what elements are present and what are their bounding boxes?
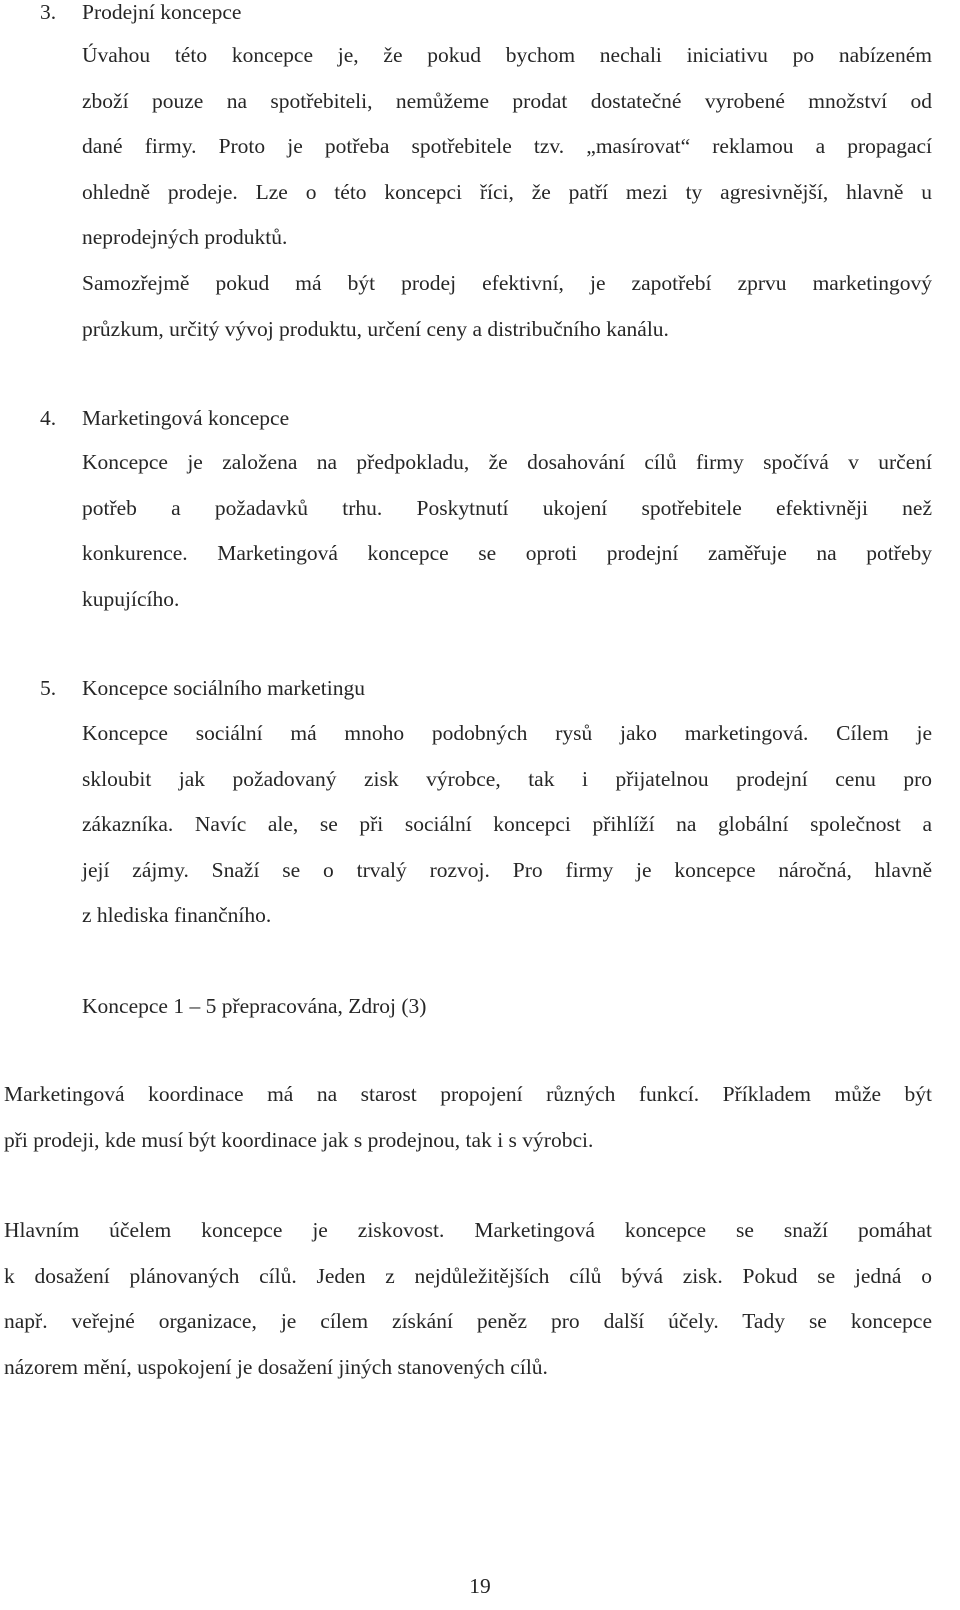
text-line: potřeb a požadavků trhu. Poskytnutí ukojení spotřebitele efektivněji než bbox=[82, 495, 932, 520]
section-heading-4 bbox=[40, 406, 289, 430]
paragraph-5-1 bbox=[82, 711, 932, 939]
paragraph-4-1 bbox=[82, 440, 932, 622]
text-line: Koncepce sociální má mnoho podobných rysů jako marketingová. Cílem je bbox=[82, 721, 932, 745]
source-caption: Koncepce 1 – 5 přepracována, Zdroj (3) bbox=[82, 994, 427, 1018]
body-paragraph-1 bbox=[4, 1072, 932, 1163]
text-line: Samozřejmě pokud má být prodej efektivní, je zapotřebí zprvu marketingový bbox=[82, 271, 932, 295]
text-line: skloubit jak požadovaný zisk výrobce, tak i přijatelnou prodejní cenu pro bbox=[82, 766, 932, 791]
text-line: Úvahou této koncepce je, že pokud bychom nechali iniciativu po nabízeném bbox=[82, 43, 932, 67]
text-line: z hlediska finančního. bbox=[82, 903, 272, 927]
body-paragraph-2 bbox=[4, 1208, 932, 1390]
text-line: Hlavním účelem koncepce je ziskovost. Marketingová koncepce se snaží pomáhat bbox=[4, 1218, 932, 1242]
text-line: neprodejných produktů. bbox=[82, 225, 288, 249]
section-heading-3 bbox=[40, 0, 241, 24]
text-line: zákazníka. Navíc ale, se při sociální koncepci přihlíží na globální společnost a bbox=[82, 812, 932, 836]
section-title: Koncepce sociálního marketingu bbox=[82, 676, 365, 700]
text-line: dané firmy. Proto je potřeba spotřebitele tzv. „masírovat“ reklamou a propagací bbox=[82, 134, 932, 158]
text-line: při prodeji, kde musí být koordinace jak s prodejnou, tak i s výrobci. bbox=[4, 1127, 594, 1152]
text-line: např. veřejné organizace, je cílem získání peněz pro další účely. Tady se koncepce bbox=[4, 1309, 932, 1333]
text-line: Koncepce je založena na předpokladu, že dosahování cílů firmy spočívá v určení bbox=[82, 450, 932, 474]
section-number: 3. bbox=[40, 0, 57, 24]
paragraph-3-1 bbox=[82, 33, 932, 261]
text-line: Marketingová koordinace má na starost propojení různých funkcí. Příkladem může být bbox=[4, 1082, 932, 1106]
section-number: 4. bbox=[40, 406, 57, 430]
section-title: Marketingová koncepce bbox=[82, 406, 290, 430]
text-line: průzkum, určitý vývoj produktu, určení ceny a distribučního kanálu. bbox=[82, 316, 669, 341]
text-line: konkurence. Marketingová koncepce se oproti prodejní zaměřuje na potřeby bbox=[82, 541, 932, 565]
text-line: její zájmy. Snaží se o trvalý rozvoj. Pro firmy je koncepce náročná, hlavně bbox=[82, 857, 932, 882]
page-number: 19 bbox=[469, 1574, 491, 1598]
section-heading-5 bbox=[40, 676, 365, 700]
section-title: Prodejní koncepce bbox=[82, 0, 242, 24]
section-number: 5. bbox=[40, 676, 57, 700]
text-line: zboží pouze na spotřebiteli, nemůžeme prodat dostatečné vyrobené množství od bbox=[82, 88, 932, 113]
text-line: kupujícího. bbox=[82, 586, 180, 611]
text-line: k dosažení plánovaných cílů. Jeden z nejdůležitějších cílů bývá zisk. Pokud se jedná o bbox=[4, 1263, 932, 1288]
text-line: názorem mění, uspokojení je dosažení jiných stanovených cílů. bbox=[4, 1354, 548, 1379]
text-line: ohledně prodeje. Lze o této koncepci říci, že patří mezi ty agresivnější, hlavně u bbox=[82, 179, 932, 204]
paragraph-3-2 bbox=[82, 261, 932, 352]
